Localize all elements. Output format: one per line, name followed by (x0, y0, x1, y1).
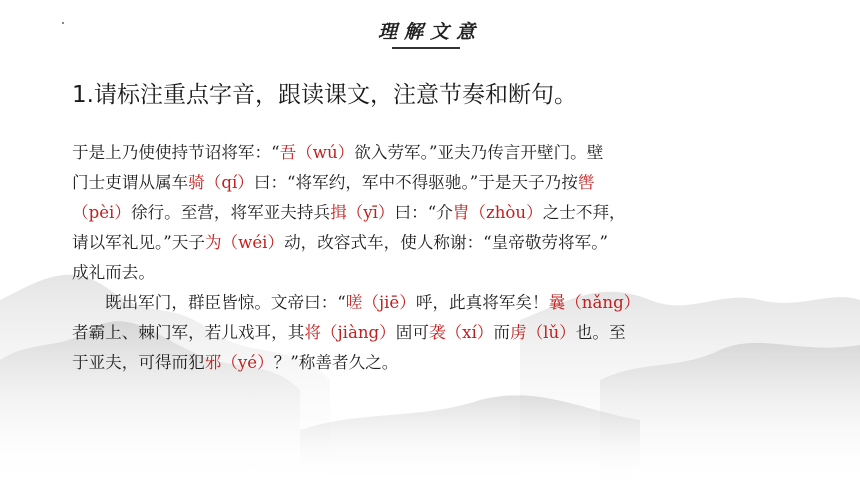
pronunciation-annotation: 为（wéi） (204, 233, 285, 252)
passage-text: 呼，此真将军矣！ (415, 293, 549, 312)
passage-text: 曰：“将军约，军中不得驱驰。”于是天子乃按 (253, 173, 578, 192)
pronunciation-annotation: 虏（lǔ） (509, 323, 576, 342)
passage-line (72, 258, 812, 288)
pronunciation-annotation: 邪（yé） (204, 353, 274, 372)
passage-text: 欲入劳军。”亚夫乃传言开壁门。壁 (354, 143, 604, 162)
instruction-heading: 1.请标注重点字音，跟读课文，注意节奏和断句。 (72, 82, 577, 108)
passage-text: 请以军礼见。”天子 (72, 233, 205, 252)
pronunciation-annotation: 吾（wú） (279, 143, 355, 162)
passage-line (72, 348, 812, 378)
pronunciation-annotation: 袭（xí） (428, 323, 494, 342)
passage-text: ？”称善者久之。 (273, 353, 399, 372)
classical-text-passage (72, 138, 812, 378)
passage-text: 既出军门，群臣皆惊。文帝曰：“ (105, 293, 346, 312)
passage-line (72, 288, 812, 318)
passage-text: 者霸上、棘门军，若儿戏耳，其 (72, 323, 305, 342)
pronunciation-annotation: 辔 (577, 173, 595, 192)
passage-text: 于亚夫，可得而犯 (72, 353, 205, 372)
passage-text: 固可 (395, 323, 429, 342)
passage-text: 之士不拜， (542, 203, 626, 222)
pronunciation-annotation: （pèi） (72, 203, 131, 222)
passage-text: 也。至 (575, 323, 626, 342)
pronunciation-annotation: 骑（qí） (188, 173, 254, 192)
pronunciation-annotation: 胄（zhòu） (452, 203, 543, 222)
pronunciation-annotation: 嗟（jiē） (345, 293, 416, 312)
passage-text: 于是上乃使使持节诏将军：“ (72, 143, 280, 162)
passage-text: 徐行。至营，将军亚夫持兵 (130, 203, 331, 222)
page-title: 理解文意 (377, 21, 482, 43)
passage-line (72, 198, 812, 228)
pronunciation-annotation: 将（jiàng） (304, 323, 396, 342)
passage-text: 动，改容式车，使人称谢：“皇帝敬劳将军。” (284, 233, 609, 252)
passage-text: 成礼而去。 (72, 263, 155, 282)
passage-line (72, 228, 812, 258)
pronunciation-annotation: 揖（yī） (330, 203, 395, 222)
pronunciation-annotation: 曩（nǎng） (548, 293, 641, 312)
passage-line (72, 138, 812, 168)
passage-text: 曰：“介 (394, 203, 453, 222)
passage-line (72, 318, 812, 348)
passage-text: 而 (493, 323, 510, 342)
title-underline (392, 47, 460, 49)
passage-text: 门士吏谓从属车 (72, 173, 189, 192)
passage-line (72, 168, 812, 198)
